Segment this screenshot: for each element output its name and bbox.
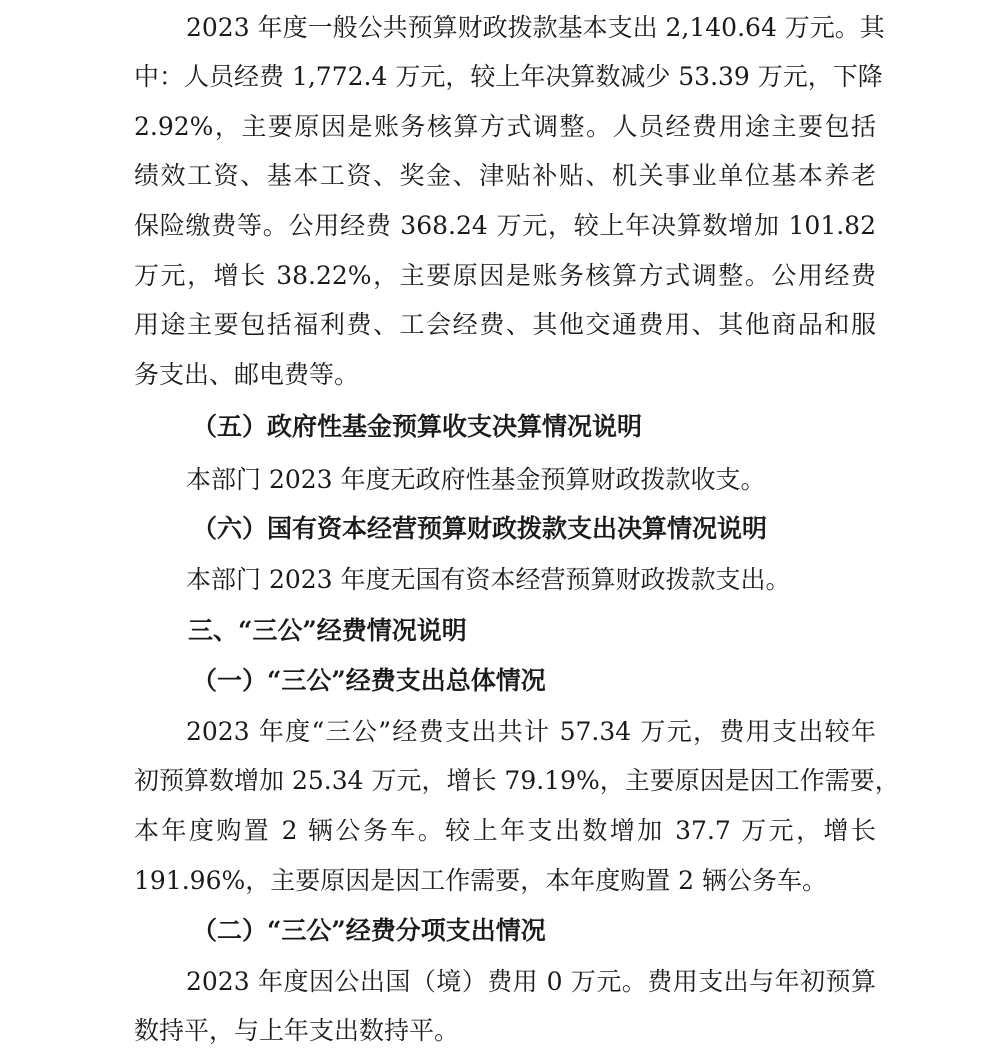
overall-line-3: 本年度购置 2 辆公务车。较上年支出数增加 37.7 万元，增长 bbox=[134, 816, 876, 845]
itemized-line-2: 数持平，与上年支出数持平。 bbox=[134, 1016, 460, 1045]
subsection-heading-overall: （一）“三公”经费支出总体情况 bbox=[192, 666, 546, 695]
overall-line-1: 2023 年度“三公”经费支出共计 57.34 万元，费用支出较年 bbox=[186, 717, 876, 746]
section-heading-three-public: 三、“三公”经费情况说明 bbox=[188, 616, 467, 645]
overall-line-4: 191.96%，主要原因是因工作需要，本年度购置 2 辆公务车。 bbox=[134, 866, 828, 895]
section-heading-state-capital: （六）国有资本经营预算财政拨款支出决算情况说明 bbox=[192, 514, 768, 543]
subsection-heading-itemized: （二）“三公”经费分项支出情况 bbox=[192, 916, 546, 945]
basic-expenditure-line-8: 务支出、邮电费等。 bbox=[134, 360, 360, 389]
section-heading-government-fund: （五）政府性基金预算收支决算情况说明 bbox=[192, 412, 643, 441]
basic-expenditure-line-2: 中：人员经费 1,772.4 万元，较上年决算数减少 53.39 万元，下降 bbox=[134, 62, 883, 91]
basic-expenditure-line-7: 用途主要包括福利费、工会经费、其他交通费用、其他商品和服 bbox=[134, 310, 876, 339]
overall-line-2: 初预算数增加 25.34 万元，增长 79.19%，主要原因是因工作需要， bbox=[134, 766, 900, 795]
basic-expenditure-line-6: 万元，增长 38.22%，主要原因是账务核算方式调整。公用经费 bbox=[134, 261, 876, 290]
basic-expenditure-line-4: 绩效工资、基本工资、奖金、津贴补贴、机关事业单位基本养老 bbox=[134, 161, 876, 190]
basic-expenditure-line-1: 2023 年度一般公共预算财政拨款基本支出 2,140.64 万元。其 bbox=[186, 13, 885, 42]
basic-expenditure-line-5: 保险缴费等。公用经费 368.24 万元，较上年决算数增加 101.82 bbox=[134, 211, 876, 240]
government-fund-statement: 本部门 2023 年度无政府性基金预算财政拨款收支。 bbox=[186, 465, 766, 494]
itemized-line-1: 2023 年度因公出国（境）费用 0 万元。费用支出与年初预算 bbox=[186, 967, 876, 996]
state-capital-statement: 本部门 2023 年度无国有资本经营预算财政拨款支出。 bbox=[186, 565, 791, 594]
basic-expenditure-line-3: 2.92%，主要原因是账务核算方式调整。人员经费用途主要包括 bbox=[134, 112, 876, 141]
